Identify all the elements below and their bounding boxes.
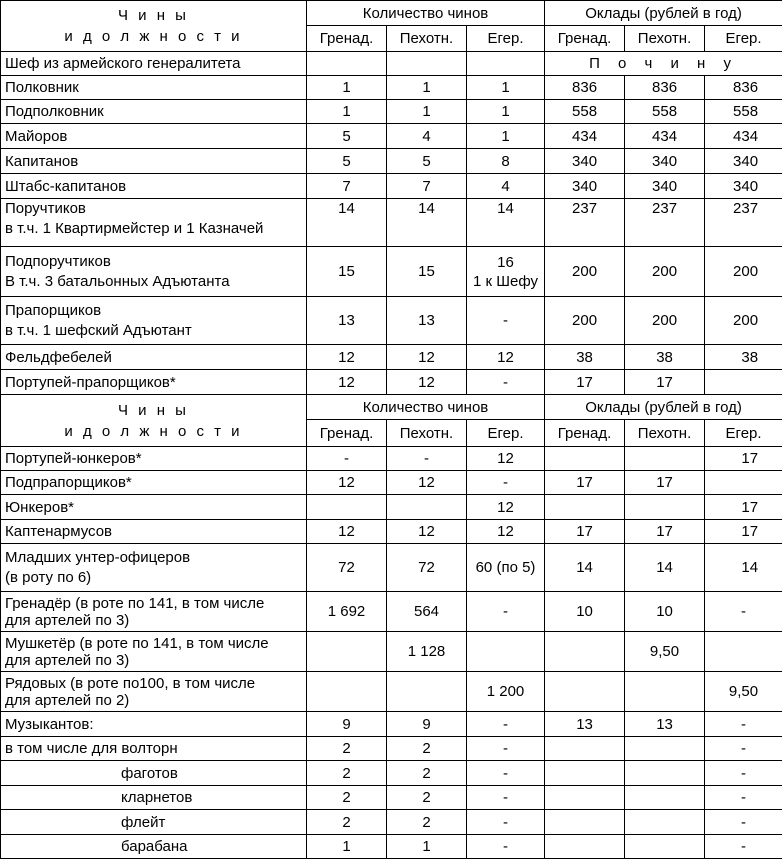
rank-name-cell <box>1 520 307 544</box>
rank-name-line: Портупей-юнкеров* <box>5 449 302 468</box>
value-cell <box>705 370 782 395</box>
table-row <box>1 632 782 672</box>
value-cell: - <box>705 810 782 835</box>
value-cell: 12 <box>467 447 545 471</box>
rank-name-line: (в роту по 6) <box>5 568 302 588</box>
rank-name-line: Шеф из армейского генералитета <box>5 54 302 73</box>
rank-name-line: Мушкетёр (в роте по 141, в том числе <box>5 635 302 652</box>
table-row <box>1 737 782 761</box>
value-cell: 10 <box>625 592 705 632</box>
value-cell: 4 <box>387 124 467 149</box>
value-cell: 2 <box>307 737 387 761</box>
rank-name-line: Майоров <box>5 127 302 146</box>
value-cell: 12 <box>307 520 387 544</box>
rank-name-line: Юнкеров* <box>5 498 302 517</box>
header-col-0: Гренад. <box>307 26 387 52</box>
table-row <box>1 149 782 174</box>
table-row <box>1 810 782 835</box>
value-cell: 9,50 <box>625 632 705 672</box>
header-ranks-cell <box>1 395 307 447</box>
value-cell: 13 <box>307 297 387 345</box>
header-ranks-line1: Ч и н ы <box>5 5 302 26</box>
rank-name-cell <box>1 786 307 810</box>
value-cell <box>625 447 705 471</box>
rank-name-cell <box>1 761 307 786</box>
value-cell: 17 <box>545 370 625 395</box>
value-cell: 72 <box>387 544 467 592</box>
value-cell: - <box>307 447 387 471</box>
value-cell: 340 <box>705 174 782 199</box>
value-cell <box>545 737 625 761</box>
value-cell: 4 <box>467 174 545 199</box>
value-cell <box>307 52 387 76</box>
rank-name-line: Музыкантов: <box>5 715 302 734</box>
value-cell <box>545 672 625 712</box>
value-cell: 1 692 <box>307 592 387 632</box>
header-count-title: Количество чинов <box>307 395 545 420</box>
header-col-0: Гренад. <box>307 420 387 447</box>
value-cell: 17 <box>625 471 705 495</box>
header-pay-title: Оклады (рублей в год) <box>545 395 782 420</box>
rank-name-cell <box>1 124 307 149</box>
table-row <box>1 471 782 495</box>
header-col-5: Егер. <box>705 420 782 447</box>
value-cell: - <box>467 737 545 761</box>
value-cell: 1 <box>307 76 387 100</box>
value-cell: - <box>467 786 545 810</box>
value-cell: 237 <box>705 199 782 247</box>
header-col-2: Егер. <box>467 26 545 52</box>
value-cell: 558 <box>625 100 705 124</box>
value-cell: - <box>705 712 782 737</box>
table-row <box>1 76 782 100</box>
value-cell: 558 <box>705 100 782 124</box>
value-cell: 5 <box>307 149 387 174</box>
rank-name-line: В т.ч. 3 батальонных Адъютанта <box>5 272 302 292</box>
value-cell <box>545 810 625 835</box>
value-cell: 2 <box>387 786 467 810</box>
header-col-1: Пехотн. <box>387 420 467 447</box>
header-col-5: Егер. <box>705 26 782 52</box>
value-cell: 12 <box>387 370 467 395</box>
value-cell <box>625 835 705 859</box>
value-cell: 17 <box>625 370 705 395</box>
value-cell: 14 <box>387 199 467 247</box>
value-cell: 2 <box>307 786 387 810</box>
value-cell: 14 <box>625 544 705 592</box>
value-cell: 17 <box>625 520 705 544</box>
value-cell: 2 <box>307 761 387 786</box>
value-cell: - <box>467 592 545 632</box>
value-cell: 38 <box>545 345 625 370</box>
table-row <box>1 100 782 124</box>
value-cell: 2 <box>307 810 387 835</box>
value-cell: 9,50 <box>705 672 782 712</box>
rank-name-cell <box>1 495 307 520</box>
table-row <box>1 247 782 297</box>
value-cell <box>545 835 625 859</box>
header-pay-title: Оклады (рублей в год) <box>545 1 782 26</box>
table-row <box>1 174 782 199</box>
value-cell: - <box>467 471 545 495</box>
header-col-3: Гренад. <box>545 26 625 52</box>
value-cell: 38 <box>705 345 782 370</box>
table-row <box>1 199 782 247</box>
header-ranks-line2: и д о л ж н о с т и <box>5 421 302 442</box>
table-row <box>1 370 782 395</box>
table-row <box>1 297 782 345</box>
value-cell: - <box>467 297 545 345</box>
value-cell <box>545 447 625 471</box>
value-cell: 2 <box>387 810 467 835</box>
value-cell <box>545 786 625 810</box>
value-cell: 38 <box>625 345 705 370</box>
value-cell: 340 <box>545 149 625 174</box>
table-row <box>1 592 782 632</box>
value-cell: 17 <box>705 447 782 471</box>
value-cell: 340 <box>625 149 705 174</box>
value-cell <box>467 247 545 297</box>
rank-name-line: Каптенармусов <box>5 522 302 541</box>
rank-name-cell <box>1 737 307 761</box>
value-cell: 12 <box>307 345 387 370</box>
value-cell: 12 <box>387 520 467 544</box>
value-cell: 8 <box>467 149 545 174</box>
rank-name-cell <box>1 810 307 835</box>
value-cell <box>545 632 625 672</box>
value-cell: 12 <box>307 471 387 495</box>
rank-name-line: Капитанов <box>5 152 302 171</box>
header-row-top <box>1 1 782 26</box>
value-cell: 434 <box>705 124 782 149</box>
value-cell <box>307 672 387 712</box>
table-row <box>1 786 782 810</box>
rank-name-line: для артелей по 3) <box>5 652 302 669</box>
value-cell: 7 <box>307 174 387 199</box>
rank-name-cell <box>1 712 307 737</box>
value-cell: - <box>705 786 782 810</box>
value-cell: 340 <box>705 149 782 174</box>
value-cell: - <box>467 810 545 835</box>
value-cell: 340 <box>625 174 705 199</box>
value-cell: 558 <box>545 100 625 124</box>
value-cell: 15 <box>307 247 387 297</box>
value-cell: 13 <box>387 297 467 345</box>
header-col-4: Пехотн. <box>625 420 705 447</box>
value-cell: 14 <box>307 199 387 247</box>
rank-name-cell <box>1 345 307 370</box>
value-cell: - <box>705 737 782 761</box>
header-col-2: Егер. <box>467 420 545 447</box>
value-cell: 17 <box>545 520 625 544</box>
table-row <box>1 345 782 370</box>
rank-name-line: флейт <box>121 813 302 832</box>
value-cell <box>625 761 705 786</box>
rank-name-cell <box>1 632 307 672</box>
value-cell: 12 <box>467 345 545 370</box>
value-cell: 2 <box>387 737 467 761</box>
rank-name-cell <box>1 174 307 199</box>
table-row <box>1 544 782 592</box>
value-cell <box>307 495 387 520</box>
rank-name-line: Поручтиков <box>5 199 302 219</box>
value-cell: 14 <box>545 544 625 592</box>
value-cell: - <box>467 712 545 737</box>
rank-name-line: Фельдфебелей <box>5 348 302 367</box>
value-cell <box>705 471 782 495</box>
value-cell <box>307 632 387 672</box>
value-cell: 60 (по 5) <box>467 544 545 592</box>
rank-name-line: в том числе для волторн <box>5 739 302 758</box>
header-ranks-line2: и д о л ж н о с т и <box>5 26 302 47</box>
value-cell <box>545 761 625 786</box>
value-cell: 9 <box>387 712 467 737</box>
table-row <box>1 495 782 520</box>
staff-table-body <box>1 1 782 859</box>
value-cell <box>387 672 467 712</box>
value-cell: 200 <box>705 297 782 345</box>
value-cell: 434 <box>545 124 625 149</box>
rank-name-line: в т.ч. 1 шефский Адъютант <box>5 321 302 341</box>
value-line: 1 к Шефу <box>471 272 540 291</box>
value-cell: - <box>467 761 545 786</box>
value-cell <box>545 495 625 520</box>
value-cell: 1 <box>467 100 545 124</box>
rank-name-line: для артелей по 2) <box>5 692 302 709</box>
rank-name-cell <box>1 447 307 471</box>
value-cell: 14 <box>705 544 782 592</box>
value-cell <box>625 495 705 520</box>
rank-name-cell <box>1 471 307 495</box>
value-cell: 836 <box>545 76 625 100</box>
value-cell <box>625 737 705 761</box>
rank-name-line: Прапорщиков <box>5 301 302 321</box>
value-cell: 1 <box>467 124 545 149</box>
value-cell: 12 <box>467 495 545 520</box>
rank-name-line: Штабс-капитанов <box>5 177 302 196</box>
rank-name-cell <box>1 297 307 345</box>
value-cell: 17 <box>705 520 782 544</box>
value-cell: 1 <box>307 100 387 124</box>
rank-name-line: фаготов <box>121 764 302 783</box>
value-cell: 13 <box>545 712 625 737</box>
rank-name-line: Подпрапорщиков* <box>5 473 302 492</box>
value-cell: 237 <box>625 199 705 247</box>
value-cell: 10 <box>545 592 625 632</box>
value-cell: 200 <box>545 297 625 345</box>
value-cell: 1 128 <box>387 632 467 672</box>
value-cell: - <box>705 761 782 786</box>
rank-name-cell <box>1 544 307 592</box>
value-cell: 12 <box>387 345 467 370</box>
header-col-3: Гренад. <box>545 420 625 447</box>
value-cell: - <box>467 370 545 395</box>
value-cell: 15 <box>387 247 467 297</box>
table-row <box>1 761 782 786</box>
rank-name-line: Гренадёр (в роте по 141, в том числе <box>5 595 302 612</box>
value-cell <box>625 672 705 712</box>
rank-name-cell <box>1 149 307 174</box>
rank-name-line: Подпоручтиков <box>5 252 302 272</box>
value-cell: 434 <box>625 124 705 149</box>
rank-name-cell <box>1 592 307 632</box>
value-cell: 200 <box>545 247 625 297</box>
rank-name-line: кларнетов <box>121 788 302 807</box>
value-cell: 1 <box>467 76 545 100</box>
rank-name-cell <box>1 370 307 395</box>
rank-name-cell <box>1 76 307 100</box>
value-cell: 340 <box>545 174 625 199</box>
header-col-1: Пехотн. <box>387 26 467 52</box>
value-cell: 5 <box>387 149 467 174</box>
value-cell: 836 <box>625 76 705 100</box>
value-cell: 1 <box>387 835 467 859</box>
value-cell <box>625 786 705 810</box>
value-cell: 836 <box>705 76 782 100</box>
header-count-title: Количество чинов <box>307 1 545 26</box>
value-cell: 1 <box>387 76 467 100</box>
rank-name-line: Портупей-прапорщиков* <box>5 373 302 392</box>
table-row <box>1 712 782 737</box>
value-line: 16 <box>471 253 540 272</box>
table-row <box>1 672 782 712</box>
value-cell: 2 <box>387 761 467 786</box>
rank-name-cell <box>1 52 307 76</box>
value-cell: 17 <box>705 495 782 520</box>
value-cell: 9 <box>307 712 387 737</box>
value-cell: 1 <box>387 100 467 124</box>
value-cell: 200 <box>625 297 705 345</box>
pay-by-rank-cell: П о ч и н у <box>545 52 782 76</box>
value-cell: 5 <box>307 124 387 149</box>
rank-name-cell <box>1 835 307 859</box>
value-cell: 1 <box>307 835 387 859</box>
table-row <box>1 447 782 471</box>
header-ranks-line1: Ч и н ы <box>5 400 302 421</box>
value-cell <box>467 632 545 672</box>
rank-name-line: Подполковник <box>5 102 302 121</box>
value-cell: - <box>705 835 782 859</box>
value-cell: 72 <box>307 544 387 592</box>
rank-name-line: Младших унтер-офицеров <box>5 548 302 568</box>
value-cell: 200 <box>705 247 782 297</box>
value-cell: 7 <box>387 174 467 199</box>
value-cell: - <box>387 447 467 471</box>
value-cell: 12 <box>387 471 467 495</box>
rank-name-line: Полковник <box>5 78 302 97</box>
value-cell: 1 200 <box>467 672 545 712</box>
table-row <box>1 520 782 544</box>
table-row <box>1 52 782 76</box>
rank-name-cell <box>1 199 307 247</box>
rank-name-cell <box>1 100 307 124</box>
table-row <box>1 835 782 859</box>
value-cell: 237 <box>545 199 625 247</box>
rank-name-line: для артелей по 3) <box>5 612 302 629</box>
value-cell <box>387 52 467 76</box>
table-row <box>1 124 782 149</box>
header-row-top <box>1 395 782 420</box>
rank-name-line: барабана <box>121 837 302 856</box>
rank-name-line: Рядовых (в роте по100, в том числе <box>5 675 302 692</box>
rank-name-line: в т.ч. 1 Квартирмейстер и 1 Казначей <box>5 219 302 239</box>
value-cell <box>387 495 467 520</box>
value-cell: 12 <box>467 520 545 544</box>
value-cell: 200 <box>625 247 705 297</box>
value-cell: - <box>467 835 545 859</box>
value-cell: 13 <box>625 712 705 737</box>
header-col-4: Пехотн. <box>625 26 705 52</box>
value-cell: 17 <box>545 471 625 495</box>
rank-name-cell <box>1 247 307 297</box>
value-cell: 564 <box>387 592 467 632</box>
value-cell <box>705 632 782 672</box>
rank-name-cell <box>1 672 307 712</box>
value-cell: 14 <box>467 199 545 247</box>
value-cell: - <box>705 592 782 632</box>
header-ranks-cell <box>1 1 307 52</box>
value-cell: 12 <box>307 370 387 395</box>
value-cell <box>467 52 545 76</box>
value-cell <box>625 810 705 835</box>
